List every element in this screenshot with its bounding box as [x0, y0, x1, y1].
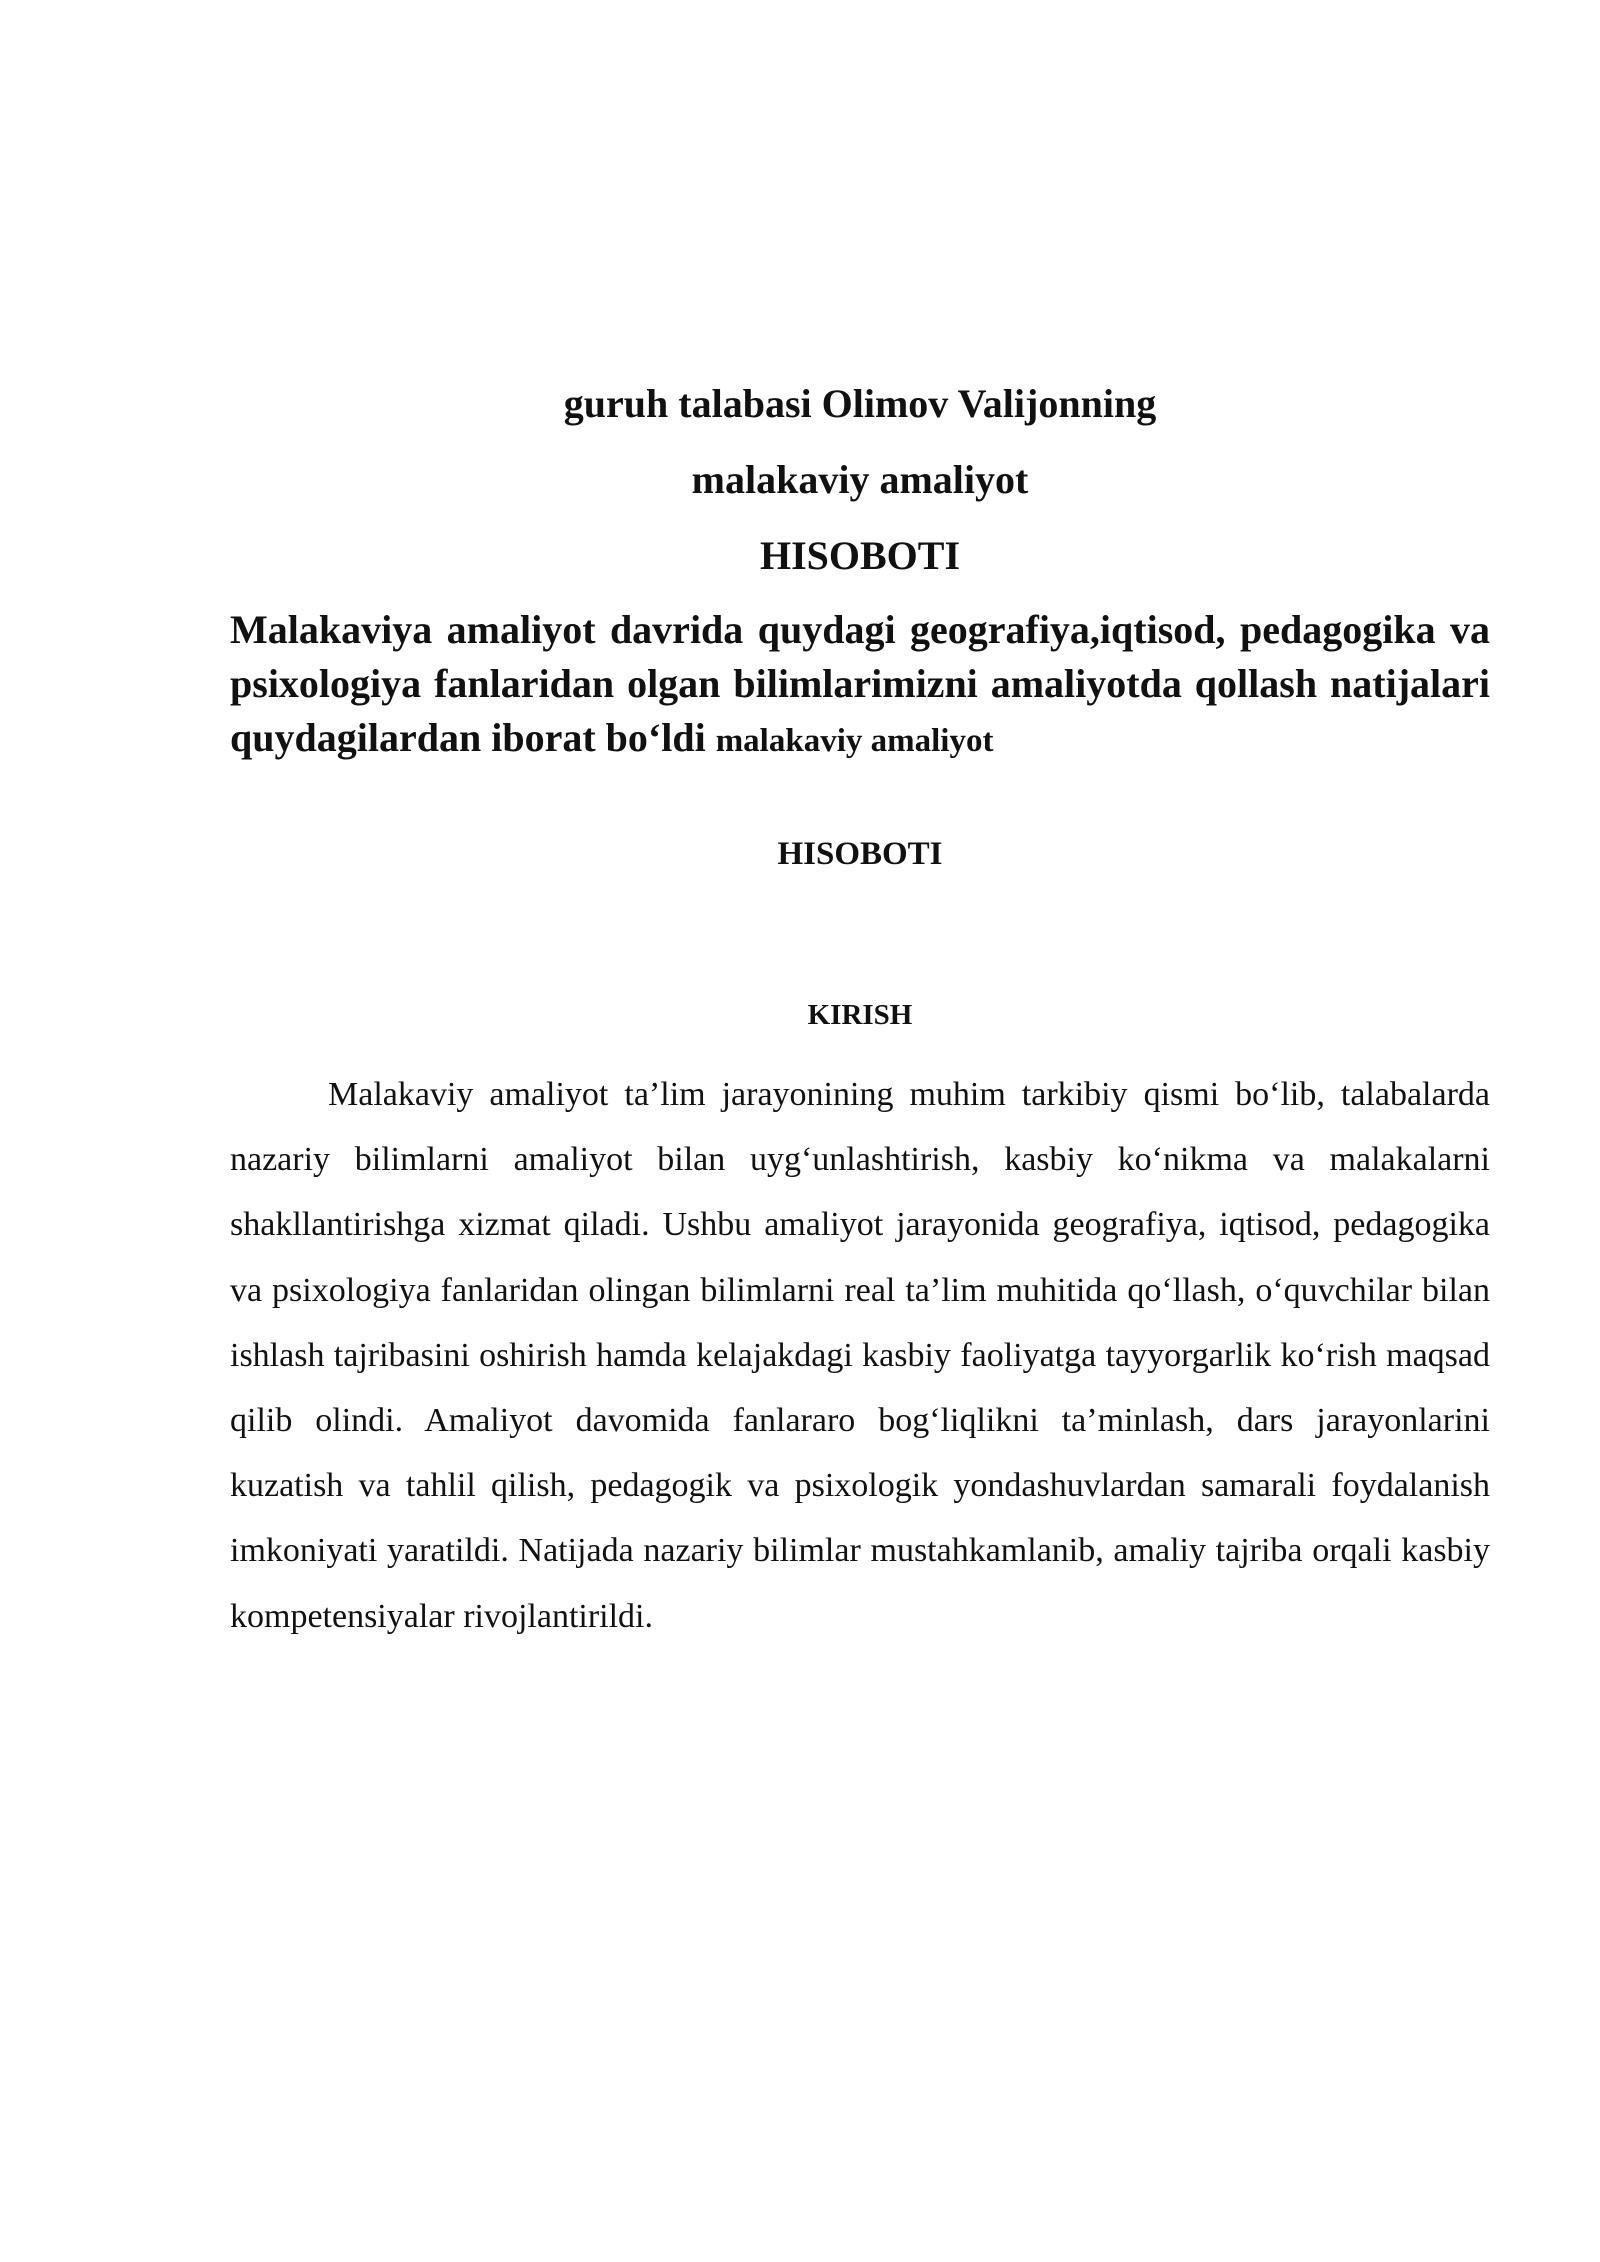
student-group-title: guruh talabasi Olimov Valijonning [563, 381, 1157, 426]
intro-paragraph [230, 603, 1490, 768]
intro-text: Malakaviya amaliyot davrida quydagi geografiya,iqtisod, pedagogika va psixologiya fanlaridan olgan bilimlarimizni amaliyotda qollash natijalari quydagilardan iborat bo‘ldi [230, 607, 1490, 760]
body-paragraph: Malakaviy amaliyot ta’lim jarayonining muhim tarkibiy qismi bo‘lib, talabalarda nazariy bilimlarni amaliyot bilan uyg‘unlashtirish, kasbiy ko‘nikma va malakalarni shakllantirishga xizmat qiladi. Ushbu amaliyot jarayonida geografiya, iqtisod, pedagogika va psixologiya fanlaridan olingan bilimlarni real ta’lim muhitida qo‘llash, o‘quvchilar bilan ishlash tajribasini oshirish hamda kelajakdagi kasbiy faoliyatga tayyorgarlik ko‘rish maqsad qilib olindi. Amaliyot davomida fanlararo bog‘liqlikni ta’minlash, dars jarayonlarini kuzatish va tahlil qilish, pedagogik va psixologik yondashuvlardan samarali foydalanish imkoniyati yaratildi. Natijada nazariy bilimlar mustahkamlanib, amaliy tajriba orqali kasbiy kompetensiyalar rivojlantirildi. [230, 1076, 1490, 1635]
report-subtitle: HISOBOTI [777, 836, 943, 872]
practice-title: malakaviy amaliyot [691, 457, 1029, 502]
report-title: HISOBOTI [759, 533, 961, 578]
section-heading: KIRISH [807, 999, 913, 1031]
intro-tail-text: malakaviy amaliyot [715, 723, 994, 759]
